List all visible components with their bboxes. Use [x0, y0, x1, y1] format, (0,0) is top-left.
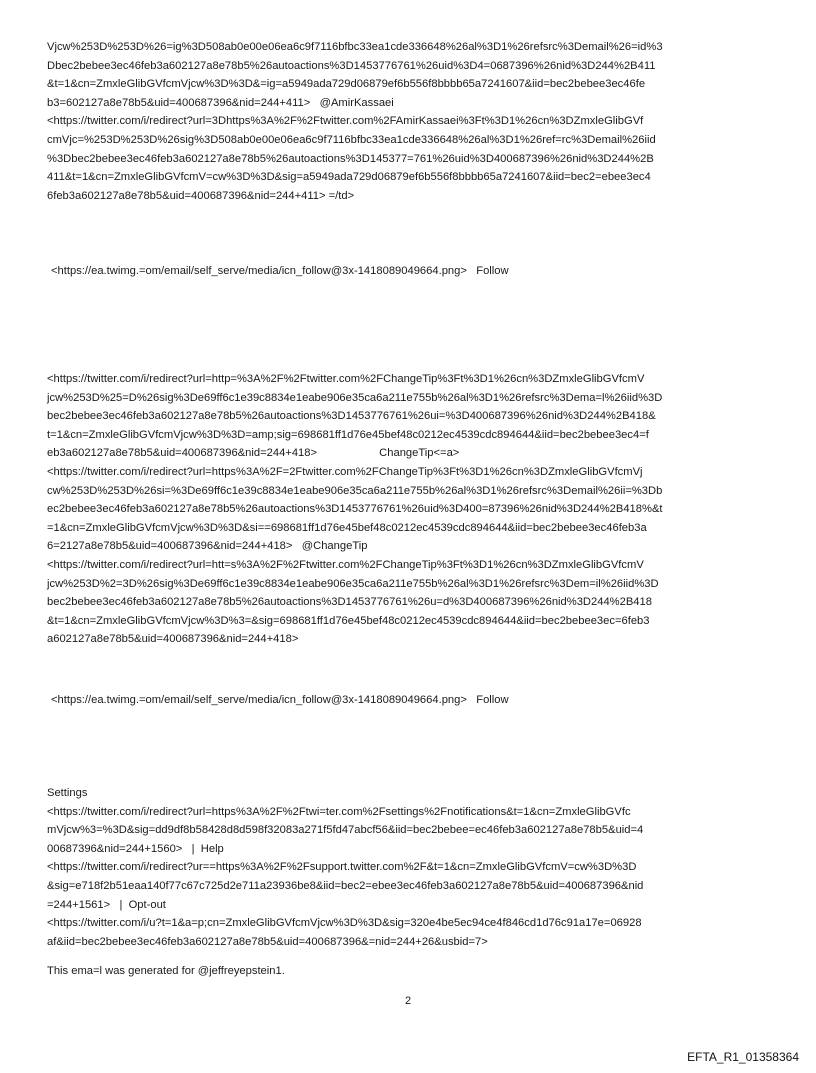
- text-line: =244+1561> | Opt-out: [47, 898, 166, 911]
- text-line: t=1&cn=ZmxleGlibGVfcmVjcw%3D%3D=amp;sig=698681ff1d76e45bef48c0212ec4539cdc894644&iid=bec2bebee3ec4=f: [47, 428, 649, 441]
- email-text-block: [47, 38, 773, 205]
- text-line: <https://twitter.com/i/redirect?url=htt=s%3A%2F%2Ftwitter.com%2FChangeTip%3Ft%3D1%26cn%3DZmxleGlibGVfcmV: [47, 558, 644, 571]
- text-line: Vjcw%253D%253D%26=ig%3D508ab0e00e06ea6c9f7116bfbc33ea1cde336648%26al%3D1%26refsrc%3Demail%26=id%3: [47, 41, 663, 53]
- text-line: a602127a8e78b5&uid=400687396&nid=244+418>: [47, 633, 299, 646]
- bates-number: EFTA_R1_01358364: [687, 1050, 799, 1064]
- text-line: &t=1&cn=ZmxleGlibGVfcmVjcw%3D%3=&sig=698681ff1d76e45bef48c0212ec4539cdc894644&iid=bec2bebee3ec=6feb3: [47, 614, 650, 627]
- follow-link-text: [51, 262, 777, 281]
- text-line: <https://twitter.com/i/redirect?ur==https%3A%2F%2Fsupport.twitter.com%2F&t=1&cn=ZmxleGlibGVfcmV=cw%3D%3D: [47, 861, 637, 874]
- text-line: ec2bebee3ec46feb3a602127a8e78b5%26autoactions%3D1453776761%26uid%3D400=87396%26nid%3D244%2B418%&t: [47, 503, 663, 516]
- text-line: =1&cn=ZmxleGlibGVfcmVjcw%3D%3D&si==698681ff1d76e45bef48c0212ec4539cdc894644&iid=bec2bebee3ec46feb3a: [47, 521, 647, 534]
- text-line: cw%253D%253D%26si=%3De69ff6c1e39c8834e1eabe906e35ca6a211e755b%26al%3D1%26refsrc%3Demail%26ii=%3Db: [47, 484, 663, 497]
- text-line: af&iid=bec2bebee3ec46feb3a602127a8e78b5&uid=400687396&=nid=244+26&usbid=7>: [47, 935, 488, 948]
- text-line: <https://twitter.com/i/u?t=1&a=p;cn=ZmxleGlibGVfcmVjcw%3D%3D&sig=320e4be5ec94ce4f846cd1d76c91a17e=06928: [47, 917, 642, 930]
- page-number: 2: [404, 995, 412, 1007]
- email-text-block: [47, 370, 773, 649]
- text-line: Dbec2bebee3ec46feb3a602127a8e78b5%26autoactions%3D1453776761%26uid%3D4=0687396%26nid%3D244%2B411: [47, 59, 656, 72]
- text-line: eb3a602127a8e78b5&uid=400687396&nid=244+418> ChangeTip<=a>: [47, 447, 460, 460]
- text-line: This ema=l was generated for @jeffreyepstein1.: [47, 965, 285, 977]
- text-line: <https://ea.twimg.=om/email/self_serve/media/icn_follow@3x-1418089049664.png> Follow: [51, 694, 509, 706]
- text-line: b3=602127a8e78b5&uid=400687396&nid=244+411> @AmirKassaei: [47, 96, 394, 109]
- text-line: <https://twitter.com/i/redirect?url=https%3A%2F=2Ftwitter.com%2FChangeTip%3Ft%3D1%26cn%3DZmxleGlibGVfcmVj: [47, 465, 643, 478]
- text-line: %3Dbec2bebee3ec46feb3a602127a8e78b5%26autoactions%3D145377=761%26uid%3D400687396%26nid%3D244%2B: [47, 152, 654, 165]
- text-line: jcw%253D%2=3D%26sig%3De69ff6c1e39c8834e1eabe906e35ca6a211e755b%26al%3D1%26refsrc%3Dem=il%26iid%3D: [47, 577, 659, 590]
- text-line: bec2bebee3ec46feb3a602127a8e78b5%26autoactions%3D1453776761%26u=d%3D400687396%26nid%3D244%2B418: [47, 596, 652, 609]
- follow-link-text: [51, 691, 777, 710]
- text-line: 6feb3a602127a8e78b5&uid=400687396&nid=244+411> =/td>: [47, 189, 355, 202]
- text-line: mVjcw%3=%3D&sig=dd9df8b58428d8d598f32083a271f5fd47abcf56&iid=bec2bebee=ec46feb3a602127a8e78b5&uid=4: [47, 824, 644, 837]
- text-line: <https://twitter.com/i/redirect?url=https%3A%2F%2Ftwi=ter.com%2Fsettings%2Fnotifications&t=1&cn=ZmxleGlibGVfc: [47, 805, 631, 818]
- text-line: jcw%253D%25=D%26sig%3De69ff6c1e39c8834e1eabe906e35ca6a211e755b%26al%3D1%26refsrc%3Dema=l%26iid%3D: [47, 391, 663, 404]
- text-line: &t=1&cn=ZmxleGlibGVfcmVjcw%3D%3D&=ig=a5949ada729d06879ef6b556f8bbbb65a7241607&iid=bec2bebee3ec46fe: [47, 78, 646, 91]
- text-line: &sig=e718f2b51eaa140f77c67c725d2e711a23936be8&iid=bec2=ebee3ec46feb3a602127a8e78b5&uid=400687396&nid: [47, 879, 644, 892]
- text-line: <https://twitter.com/i/redirect?url=http=%3A%2F%2Ftwitter.com%2FChangeTip%3Ft%3D1%26cn%3DZmxleGlibGVfcmV: [47, 373, 645, 385]
- text-line: bec2bebee3ec46feb3a602127a8e78b5%26autoactions%3D1453776761%26ui=%3D400687396%26nid%3D244%2B418&: [47, 410, 656, 423]
- text-line: 411&t=1&cn=ZmxleGlibGVfcmV=cw%3D%3D&sig=a5949ada729d06879ef6b556f8bbbb65a7241607&iid=bec2=ebee3ec4: [47, 171, 651, 184]
- text-line: cmVjc=%253D%253D%26sig%3D508ab0e00e06ea6c9f7116bfbc33ea1cde336648%26al%3D1%26ref=rc%3Demail%26iid: [47, 133, 656, 146]
- text-line: Settings: [47, 787, 88, 799]
- generated-for-note: [47, 962, 773, 981]
- text-line: 6=2127a8e78b5&uid=400687396&nid=244+418> @ChangeTip: [47, 540, 368, 553]
- text-line: 00687396&nid=244+1560> | Help: [47, 842, 224, 855]
- text-line: <https://ea.twimg.=om/email/self_serve/media/icn_follow@3x-1418089049664.png> Follow: [51, 265, 509, 277]
- footer-links-text: [47, 784, 773, 951]
- text-line: <https://twitter.com/i/redirect?url=3Dhttps%3A%2F%2Ftwitter.com%2FAmirKassaei%3Ft%3D1%26cn%3DZmxleGlibGVf: [47, 115, 644, 128]
